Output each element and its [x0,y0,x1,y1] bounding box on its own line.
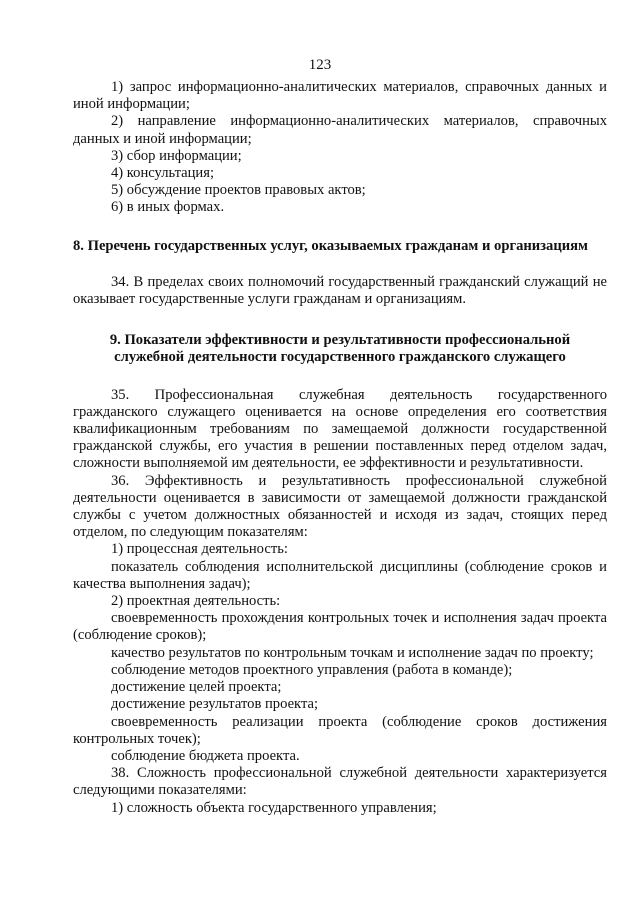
paragraph-35: 35. Профессиональная служебная деятельность государственного гражданского служащего оценивается на основе определения его соответствия квалификационным требованиям по замещаемой должности государственной гражданской службы, его участия в решении поставленных перед отделом задач, сложности выполняемой им деятельности, ее эффективности и результативности. [73,386,607,472]
section-8-heading: 8. Перечень государственных услуг, оказываемых гражданам и организациям [73,237,588,254]
section-9-heading [73,332,607,366]
list-item: 1) запрос информационно-аналитических материалов, справочных данных и иной информации; [73,79,607,113]
list-item: качество результатов по контрольным точкам и исполнение задач по проекту; [111,644,594,661]
list-item: 6) в иных формах. [111,199,225,216]
section-9-heading-line-1: 9. Показатели эффективности и результативности профессиональной [109,332,571,349]
list-item: достижение результатов проекта; [111,696,319,713]
paragraph-38: 38. Сложность профессиональной служебной деятельности характеризуется следующими показателями: [73,765,607,799]
list-item: 4) консультация; [111,165,215,182]
list-item: 2) проектная деятельность: [111,593,281,610]
list-item: своевременность прохождения контрольных точек и исполнения задач проекта (соблюдение сроков); [73,610,607,644]
list-item: достижение целей проекта; [111,679,282,696]
list-item: соблюдение бюджета проекта. [111,747,300,764]
paragraph-34: 34. В пределах своих полномочий государственный гражданский служащий не оказывает государственные услуги гражданам и организациям. [73,273,607,308]
list-item: 1) процессная деятельность: [111,541,288,558]
page-number: 123 [308,57,332,73]
list-item: 3) сбор информации; [111,147,242,164]
list-item: 2) направление информационно-аналитических материалов, справочных данных и иной информации; [73,113,607,147]
document-body [73,79,607,817]
list-item: 5) обсуждение проектов правовых актов; [111,182,366,199]
list-item: показатель соблюдения исполнительской дисциплины (соблюдение сроков и качества выполнения задач); [73,558,607,592]
paragraph-36: 36. Эффективность и результативность профессиональной служебной деятельности оценивается в зависимости от замещаемой должности гражданской службы с учетом должностных обязанностей и исходя из задач, стоящих перед отделом, по следующим показателям: [73,472,607,541]
list-item: своевременность реализации проекта (соблюдение сроков достижения контрольных точек); [73,713,607,747]
section-9-heading-line-2: служебной деятельности государственного гражданского служащего [114,349,566,366]
list-item: 1) сложность объекта государственного управления; [111,799,437,816]
list-item: соблюдение методов проектного управления (работа в команде); [111,661,513,678]
